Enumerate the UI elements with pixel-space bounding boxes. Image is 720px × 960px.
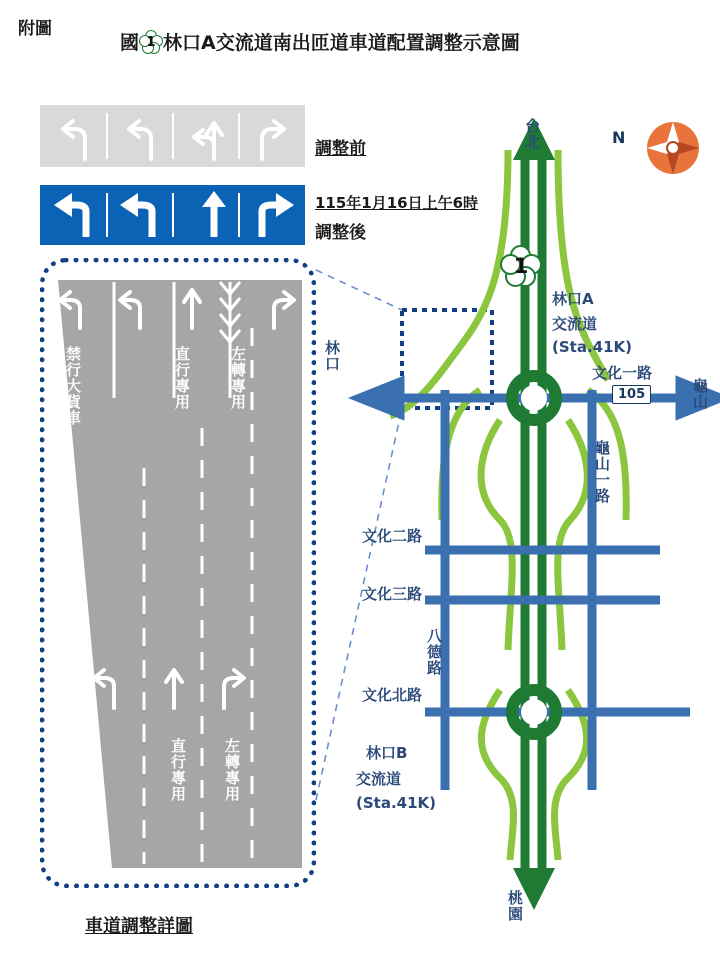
attachment-label: 附圖 [18, 19, 52, 39]
lane-config-after-panel [40, 185, 305, 245]
lane-label-left-turn-only-lower: 左轉專用 [223, 738, 241, 802]
arrow-west [360, 382, 400, 414]
lane-config-before-panel [40, 105, 305, 167]
compass-north-label: N [612, 128, 626, 147]
freeway-route-shield [500, 245, 542, 287]
arrow-right-turn-icon [262, 121, 284, 159]
label-wenhua-2: 文化二路 [362, 527, 423, 545]
lane-label-no-heavy-truck: 禁行大貨車 [64, 346, 82, 426]
freeway-route-number: 1 [513, 254, 529, 278]
label-interchange-a-line3: (Sta.41K) [552, 338, 633, 356]
route-shield-number: 1 [146, 34, 156, 50]
lane-label-left-turn-only-upper: 左轉專用 [229, 346, 247, 410]
compass-icon [645, 120, 701, 176]
label-wenhua-1: 文化一路 [592, 364, 653, 382]
arrow-left-turn-icon [63, 121, 85, 159]
arrow-straight-left-icon [194, 123, 222, 159]
label-before: 調整前 [315, 139, 366, 159]
route-105-badge: 105 [612, 385, 651, 404]
lane-label-straight-only-upper: 直行專用 [173, 346, 191, 410]
freeway-no1 [513, 118, 555, 910]
label-taoyuan: 桃園 [506, 890, 524, 922]
detail-caption: 車道調整詳圖 [85, 916, 193, 937]
arrow-right-turn-icon [262, 193, 294, 237]
page-title-main: 林口A交流道南出匝道車道配置調整示意圖 [163, 32, 520, 54]
page-title-prefix: 國 [120, 32, 140, 54]
label-guishan: 龜山 [691, 378, 709, 410]
label-bade-road: 八德路 [425, 628, 443, 676]
label-interchange-b-line2: 交流道 [356, 770, 402, 788]
arrow-left-turn-icon [120, 193, 152, 237]
label-guishan-1: 龜山一路 [593, 440, 611, 504]
arrow-left-turn-icon [54, 193, 86, 237]
lane-label-straight-only-lower: 直行專用 [169, 738, 187, 802]
arrow-straight-icon [202, 191, 226, 237]
label-linkou: 林口 [323, 340, 341, 372]
route-shield-icon [139, 30, 163, 54]
label-interchange-a-line1: 林口A [552, 290, 594, 308]
arrow-left-turn-icon [129, 121, 151, 159]
label-interchange-a-line2: 交流道 [552, 315, 598, 333]
label-adjust-date: 115年1月16日上午6時 [315, 194, 479, 212]
label-wenhua-north: 文化北路 [362, 686, 423, 704]
label-wenhua-3: 文化三路 [362, 585, 423, 603]
label-interchange-b-line1: 林口B [366, 744, 408, 762]
label-after: 調整後 [315, 223, 366, 243]
label-taipei: 台北 [523, 118, 541, 150]
page-title [120, 28, 520, 55]
label-interchange-b-line3: (Sta.41K) [356, 794, 437, 812]
